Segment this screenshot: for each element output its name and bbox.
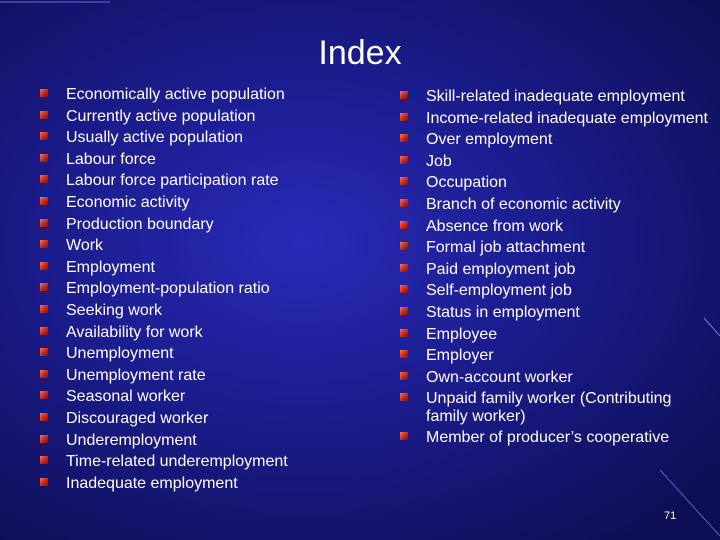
square-bullet-icon	[40, 435, 48, 443]
square-bullet-icon	[400, 221, 408, 229]
index-item-label: Seeking work	[66, 301, 163, 319]
index-item	[40, 345, 340, 362]
index-item	[400, 347, 710, 364]
square-bullet-icon	[40, 283, 48, 291]
index-item	[40, 108, 340, 125]
square-bullet-icon	[400, 329, 408, 337]
index-item-label: Discouraged worker	[66, 409, 209, 427]
square-bullet-icon	[400, 350, 408, 358]
index-item	[40, 475, 340, 492]
index-item	[40, 151, 340, 168]
index-item-label: Underemployment	[66, 431, 197, 449]
index-item	[40, 259, 340, 276]
square-bullet-icon	[40, 111, 48, 119]
index-item-label: Paid employment job	[426, 260, 576, 278]
index-item-label: Over employment	[426, 131, 553, 149]
index-item	[400, 131, 710, 148]
index-item-label: Unemployment rate	[66, 366, 206, 384]
index-item-label: Unpaid family worker (Contributing family worker)	[426, 390, 672, 425]
square-bullet-icon	[400, 91, 408, 99]
index-item	[400, 110, 710, 127]
square-bullet-icon	[40, 456, 48, 464]
square-bullet-icon	[400, 307, 408, 315]
square-bullet-icon	[400, 432, 408, 440]
square-bullet-icon	[40, 413, 48, 421]
slide-title: Index	[318, 34, 402, 72]
index-item	[40, 216, 340, 233]
square-bullet-icon	[400, 285, 408, 293]
index-item	[40, 280, 340, 297]
index-item	[400, 261, 710, 278]
index-item-label: Formal job attachment	[426, 239, 586, 257]
index-item-label: Self-employment job	[426, 282, 572, 300]
square-bullet-icon	[40, 391, 48, 399]
index-item-label: Occupation	[426, 174, 507, 192]
index-item-label: Status in employment	[426, 303, 580, 321]
index-item-label: Member of producer’s cooperative	[426, 429, 670, 447]
index-item-label: Usually active population	[66, 129, 243, 147]
index-item-label: Income-related inadequate employment	[426, 109, 708, 127]
index-item	[400, 326, 710, 343]
index-item-label: Unemployment	[66, 345, 174, 363]
index-item-label: Absence from work	[426, 217, 563, 235]
square-bullet-icon	[400, 242, 408, 250]
index-item-label: Economically active population	[66, 86, 285, 103]
index-item-label: Seasonal worker	[66, 388, 186, 406]
square-bullet-icon	[400, 199, 408, 207]
square-bullet-icon	[40, 197, 48, 205]
square-bullet-icon	[40, 478, 48, 486]
index-item-label: Labour force	[66, 150, 156, 168]
index-item	[400, 369, 710, 386]
square-bullet-icon	[40, 348, 48, 356]
index-item	[40, 172, 340, 189]
index-item	[40, 410, 340, 427]
index-item-label: Labour force participation rate	[66, 172, 279, 190]
right-index-list	[400, 88, 710, 451]
square-bullet-icon	[400, 113, 408, 121]
index-item	[400, 153, 710, 170]
index-item-label: Job	[426, 152, 452, 170]
index-item	[40, 237, 340, 254]
index-item	[40, 129, 340, 146]
square-bullet-icon	[400, 156, 408, 164]
index-item-label: Employer	[426, 347, 494, 365]
square-bullet-icon	[400, 264, 408, 272]
index-item	[400, 390, 710, 425]
index-item	[40, 367, 340, 384]
index-item-label: Employment	[66, 258, 155, 276]
index-item-label: Production boundary	[66, 215, 214, 233]
index-item	[40, 302, 340, 319]
index-item	[400, 304, 710, 321]
square-bullet-icon	[40, 219, 48, 227]
index-item-label: Employee	[426, 325, 498, 343]
square-bullet-icon	[40, 327, 48, 335]
index-item	[40, 432, 340, 449]
square-bullet-icon	[40, 175, 48, 183]
square-bullet-icon	[400, 134, 408, 142]
square-bullet-icon	[40, 262, 48, 270]
index-item-label: Inadequate employment	[66, 474, 238, 492]
square-bullet-icon	[400, 177, 408, 185]
square-bullet-icon	[40, 370, 48, 378]
index-item	[400, 239, 710, 256]
index-item-label: Branch of economic activity	[426, 195, 621, 213]
index-item	[40, 388, 340, 405]
square-bullet-icon	[40, 89, 48, 97]
index-item	[40, 194, 340, 211]
index-item-label: Work	[66, 237, 104, 255]
square-bullet-icon	[40, 154, 48, 162]
index-item	[40, 86, 340, 103]
square-bullet-icon	[40, 240, 48, 248]
page-number: 71	[664, 510, 677, 522]
index-item	[40, 324, 340, 341]
left-index-list	[40, 86, 340, 496]
index-item	[400, 88, 710, 105]
index-item	[40, 453, 340, 470]
square-bullet-icon	[400, 393, 408, 401]
index-item-label: Time-related underemployment	[66, 453, 288, 471]
index-item	[400, 282, 710, 299]
square-bullet-icon	[400, 372, 408, 380]
index-item-label: Availability for work	[66, 323, 203, 341]
index-item-label: Currently active population	[66, 107, 256, 125]
index-item-label: Own-account worker	[426, 368, 573, 386]
index-item	[400, 174, 710, 191]
index-item-label: Economic activity	[66, 193, 190, 211]
index-item	[400, 429, 710, 446]
index-item-label: Skill-related inadequate employment	[426, 88, 685, 105]
square-bullet-icon	[40, 132, 48, 140]
index-item	[400, 196, 710, 213]
square-bullet-icon	[40, 305, 48, 313]
index-item	[400, 218, 710, 235]
index-item-label: Employment-population ratio	[66, 280, 270, 298]
